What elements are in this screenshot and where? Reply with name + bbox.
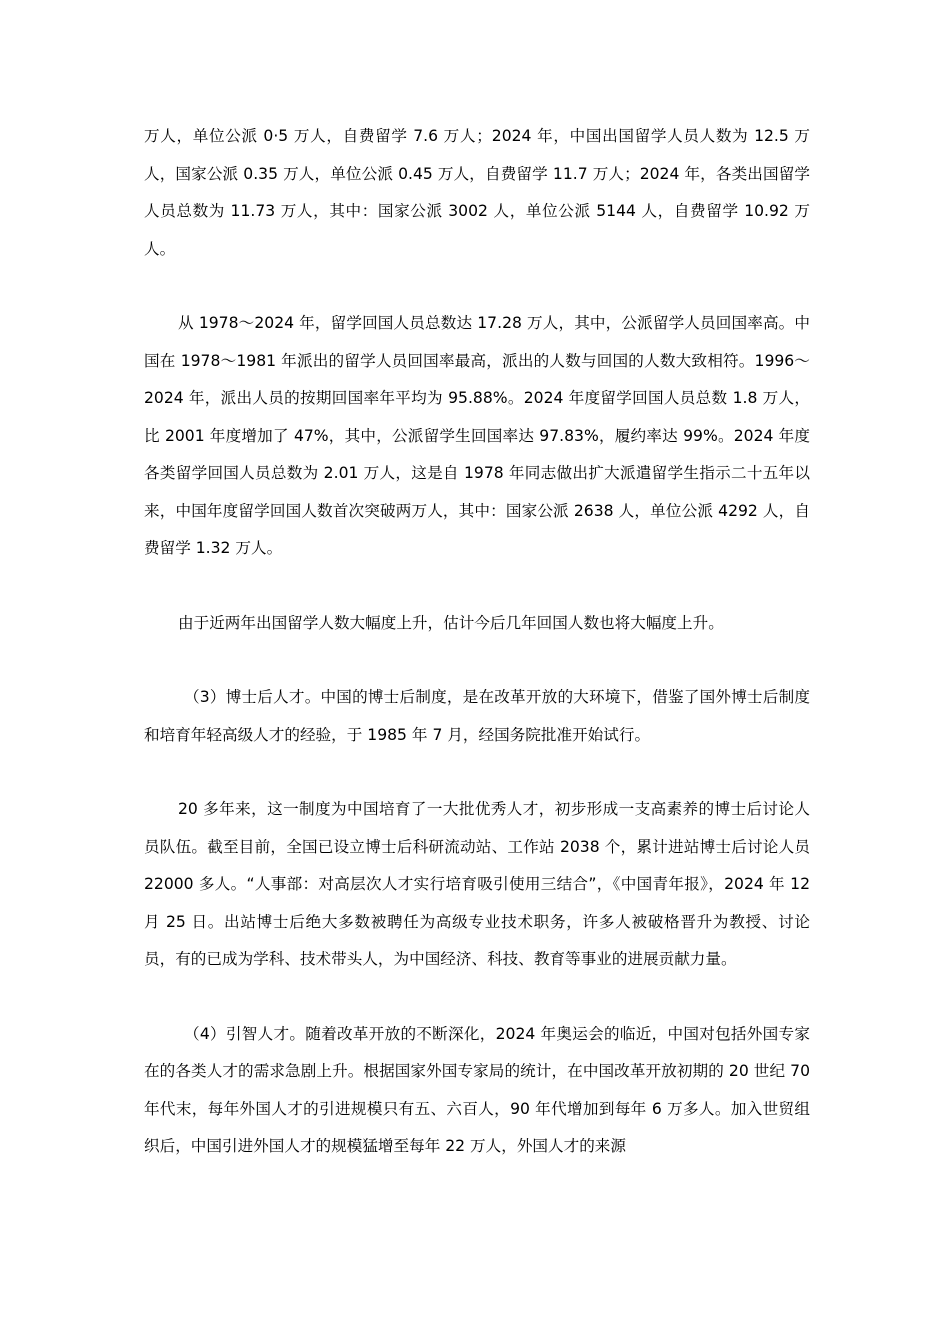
paragraph-returnee-stats: 从 1978～2024 年，留学回国人员总数达 17.28 万人，其中，公派留学人员回国率高。中国在 1978～1981 年派出的留学人员回国率最高，派出的人数与回国的人数大致相符。1996～2024 年，派出人员的按期回国率年平均为 95.88%。2024 年度留学回国人员总数 1.8 万人，比 2001 年度增加了 47%，其中，公派留学生回国率达 97.83%，履约率达 99%。2024 年度各类留学回国人员总数为 2.01 万人，这是自 1978 年同志做出扩大派遣留学生指示二十五年以来，中国年度留学回国人数首次突破两万人，其中：国家公派 2638 人，单位公派 4292 人，自费留学 1.32 万人。	[144, 314, 810, 557]
paragraph-overseas-study-stats: 万人，单位公派 0·5 万人，自费留学 7.6 万人；2024 年，中国出国留学人员人数为 12.5 万人，国家公派 0.35 万人，单位公派 0.45 万人，自费留学 11.7 万人；2024 年，各类出国留学人员总数为 11.73 万人，其中：国家公派 3002 人，单位公派 5144 人，自费留学 10.92 万人。	[144, 127, 810, 258]
paragraph-postdoc-results: 20 多年来，这一制度为中国培育了一大批优秀人才，初步形成一支高素养的博士后讨论人员队伍。截至目前，全国已设立博士后科研流动站、工作站 2038 个，累计进站博士后讨论人员 22000 多人。“人事部：对高层次人才实行培育吸引使用三结合”，《中国青年报》，2024 年 12 月 25 日。出站博士后绝大多数被聘任为高级专业技术职务，许多人被破格晋升为教授、讨论员，有的已成为学科、技术带头人，为中国经济、科技、教育等事业的进展贡献力量。	[144, 800, 810, 968]
paragraph-postdoc-intro: （3）博士后人才。中国的博士后制度，是在改革开放的大环境下，借鉴了国外博士后制度和培育年轻高级人才的经验，于 1985 年 7 月，经国务院批准开始试行。	[144, 688, 810, 744]
paragraph-foreign-talent: （4）引智人才。随着改革开放的不断深化，2024 年奥运会的临近，中国对包括外国专家在的各类人才的需求急剧上升。根据国家外国专家局的统计，在中国改革开放初期的 20 世纪 70 年代末，每年外国人才的引进规模只有五、六百人，90 年代增加到每年 6 万多人。加入世贸组织后，中国引进外国人才的规模猛增至每年 22 万人，外国人才的来源	[144, 1024, 810, 1155]
paragraph-returnee-forecast: 由于近两年出国留学人数大幅度上升，估计今后几年回国人数也将大幅度上升。	[178, 613, 724, 632]
document-body	[144, 118, 810, 1166]
